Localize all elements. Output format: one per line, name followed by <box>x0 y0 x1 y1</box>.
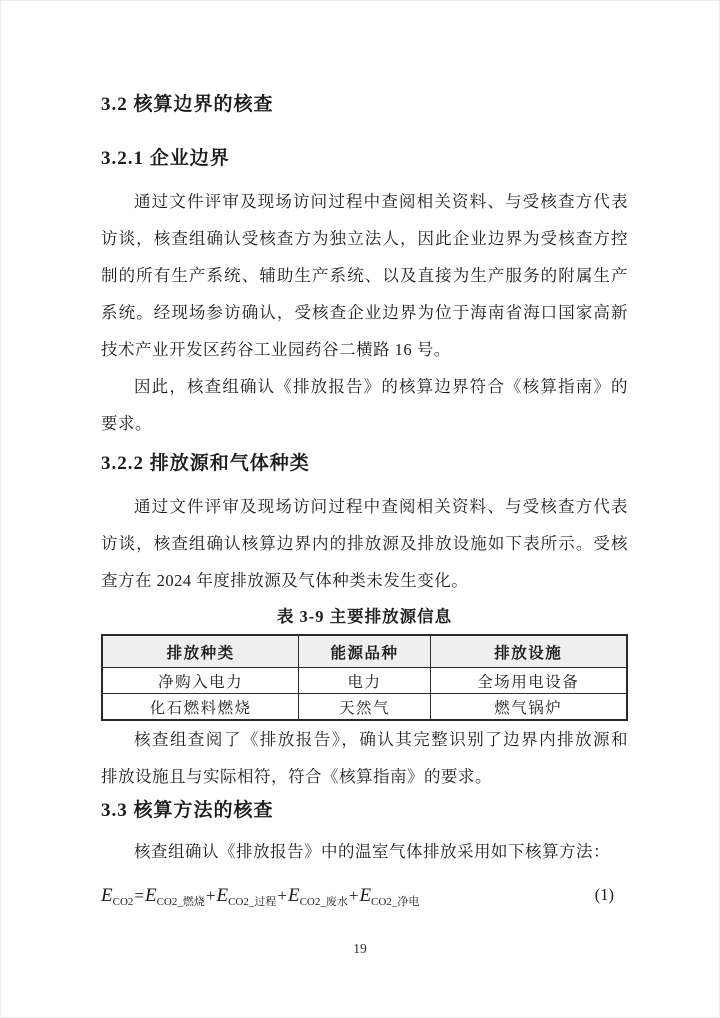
paragraph-emission-sources <box>101 488 628 599</box>
table-cell: 电力 <box>299 668 430 694</box>
table-cell: 天然气 <box>299 694 430 721</box>
formula-lhs-subscript: CO2 <box>112 896 134 908</box>
text-line: 制的所有生产系统、辅助生产系统、以及直接为生产服务的附属生产 <box>101 266 628 285</box>
section-heading-3-2: 3.2 核算边界的核查 <box>101 94 274 115</box>
paragraph-method-intro <box>101 833 628 870</box>
plus-sign: + <box>348 886 359 905</box>
text-line: 通过文件评审及现场访问过程中查阅相关资料、与受核查方代表 <box>134 192 628 211</box>
formula-1 <box>101 880 628 910</box>
formula-lhs-base: E <box>101 885 113 906</box>
text-line: 要求。 <box>101 414 152 433</box>
plus-sign: + <box>205 886 216 905</box>
text-line: 访谈，核查组确认核算边界内的排放源及排放设施如下表所示。受核 <box>101 534 628 553</box>
formula-term-base: E <box>144 885 157 906</box>
text-line: 因此，核查组确认《排放报告》的核算边界符合《核算指南》的 <box>134 377 628 396</box>
paragraph-table-conclusion <box>101 721 628 795</box>
section-heading-3-2-2: 3.2.2 排放源和气体种类 <box>101 453 310 474</box>
page-content <box>101 1 628 910</box>
formula-term-base: E <box>359 885 372 906</box>
text-line: 通过文件评审及现场访问过程中查阅相关资料、与受核查方代表 <box>134 497 628 516</box>
table-cell: 全场用电设备 <box>430 668 627 694</box>
column-header-emission-type: 排放种类 <box>102 635 299 668</box>
section-heading-3-2-1: 3.2.1 企业边界 <box>101 148 230 169</box>
table-cell: 化石燃料燃烧 <box>102 694 299 721</box>
table-cell: 燃气锅炉 <box>430 694 627 721</box>
plus-sign: + <box>277 886 287 905</box>
table-header-row <box>102 635 627 668</box>
equation-number: (1) <box>594 885 614 904</box>
formula-term-base: E <box>287 885 300 906</box>
text-line: 系统。经现场参访确认，受核查企业边界为位于海南省海口国家高新 <box>101 303 628 322</box>
formula-term-subscript: CO2_燃烧 <box>156 896 205 908</box>
formula-term-base: E <box>216 885 229 906</box>
text-line: 技术产业开发区药谷工业园药谷二横路 16 号。 <box>101 340 451 359</box>
formula-term-subscript: CO2_过程 <box>228 896 277 908</box>
paragraph-boundary-conclusion <box>101 368 628 442</box>
table-cell: 净购入电力 <box>102 668 299 694</box>
text-line: 排放设施且与实际相符，符合《核算指南》的要求。 <box>101 767 492 786</box>
text-line: 访谈，核查组确认受核查方为独立法人，因此企业边界为受核查方控 <box>101 229 628 248</box>
page-number: 19 <box>353 941 367 956</box>
table-caption: 表 3-9 主要排放源信息 <box>276 607 453 626</box>
table-row <box>102 668 627 694</box>
column-header-energy-type: 能源品种 <box>299 635 430 668</box>
formula-term-subscript: CO2_废水 <box>299 896 348 908</box>
table-row <box>102 694 627 721</box>
text-line: 查方在 2024 年度排放源及气体种类未发生变化。 <box>101 571 469 590</box>
section-heading-3-3: 3.3 核算方法的核查 <box>101 800 274 821</box>
emission-source-table <box>101 634 628 721</box>
equals-sign: = <box>134 886 144 905</box>
column-header-emission-facility: 排放设施 <box>430 635 627 668</box>
text-line: 核查组查阅了《排放报告》，确认其完整识别了边界内排放源和 <box>134 730 628 749</box>
formula-term-subscript: CO2_净电 <box>371 896 420 908</box>
paragraph-enterprise-boundary <box>101 183 628 368</box>
text-line: 核查组确认《排放报告》中的温室气体排放采用如下核算方法： <box>134 842 610 861</box>
